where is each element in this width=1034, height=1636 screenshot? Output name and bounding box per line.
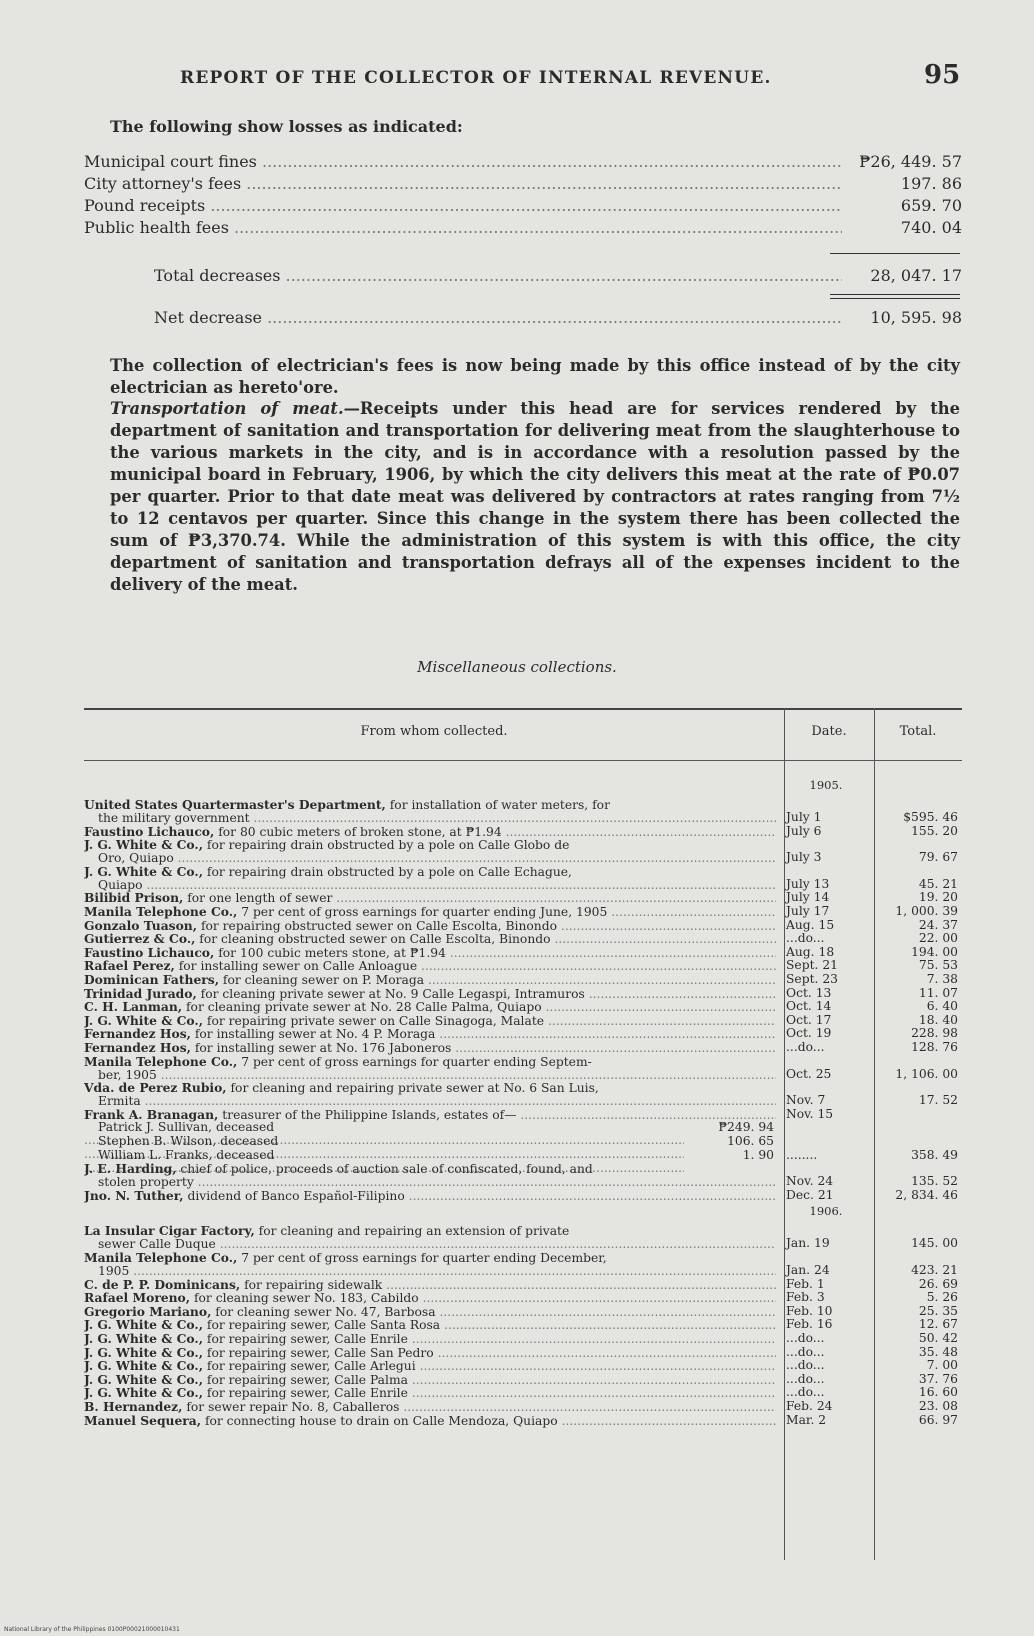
payer-purpose: for installing sewer at No. 176 Jaboneros ..... xyxy=(191,1041,776,1055)
payer-purpose: for installing sewer on Calle Anloague ..... xyxy=(175,959,776,973)
row-date: ...do... xyxy=(786,1385,825,1400)
row-date: Feb. 16 xyxy=(786,1317,833,1332)
row-date: Feb. 1 xyxy=(786,1276,825,1291)
row-total: 1, 106. 00 xyxy=(895,1066,958,1081)
payer-name: Vda. de Perez Rubio, xyxy=(84,1081,227,1096)
total-decreases-row xyxy=(84,266,962,288)
payer-name: J. G. White & Co., xyxy=(84,1359,203,1374)
row-description xyxy=(84,1224,776,1251)
paragraph-lead: Transportation of meat. xyxy=(110,399,344,418)
electrician-fees-paragraph xyxy=(110,355,960,399)
payer-name: C. de P. P. Dominicans, xyxy=(84,1277,241,1292)
row-total: 24. 37 xyxy=(918,917,958,932)
row-date: Nov. 15 xyxy=(786,1106,834,1121)
row-description xyxy=(84,1305,776,1319)
loss-row xyxy=(84,218,962,240)
payer-purpose: for 80 cubic meters of broken stone, at ₱1.94 ..... xyxy=(214,825,776,839)
row-total: 19. 20 xyxy=(918,890,958,905)
payer-name: Manila Telephone Co., xyxy=(84,1054,238,1069)
paragraph-text: —Receipts under this head are for services rendered by the department of sanitation and transportation for delivering meat from the slaughterhouse to the various markets in the city, and is in accordance with a resolution passed by the municipal board in February, 1906, by which the city delivers this meat at the rate of ₱0.07 per quarter. Prior to that date meat was delivered by contractors at rates ranging from 7½ to 12 centavos per quarter. Since this change in the system there has been collected the sum of ₱3,370.74. While the administration of this system is with this office, the city department of sanitation and transportation defrays all of the expenses incident to the delivery of the meat. xyxy=(110,399,960,594)
row-description xyxy=(84,1359,776,1373)
row-total: 12. 67 xyxy=(918,1317,958,1332)
payer-name: J. G. White & Co., xyxy=(84,1332,203,1346)
payer-name: Fernandez Hos, xyxy=(84,1027,191,1042)
row-total: 17. 52 xyxy=(918,1093,958,1108)
row-date: July 14 xyxy=(786,890,830,905)
payer-purpose: 7 per cent of gross earnings for quarter ending June, 1905 ..... xyxy=(237,905,776,919)
payer-purpose: for cleaning sewer No. 47, Barbosa ..... xyxy=(211,1305,776,1319)
row-total: 22. 00 xyxy=(918,931,958,946)
row-description xyxy=(84,1318,776,1332)
payer-purpose: for repairing sewer, Calle Arlegui ..... xyxy=(203,1359,776,1373)
payer-name: United States Quartermaster's Department, xyxy=(84,798,386,812)
row-total: 423. 21 xyxy=(911,1263,958,1277)
row-description xyxy=(84,1414,776,1428)
row-total: 18. 40 xyxy=(918,1012,958,1027)
row-total: 5. 26 xyxy=(926,1290,958,1305)
scan-footer: National Library of the Philippines 0100P00021000010431 xyxy=(4,1626,180,1633)
loss-label: Municipal court fines ..... xyxy=(84,152,842,171)
payer-name: Manuel Sequera, xyxy=(84,1413,202,1428)
payer-name: Gonzalo Tuason, xyxy=(84,918,198,933)
section-title: Miscellaneous collections. xyxy=(417,658,617,676)
row-description xyxy=(84,1278,776,1292)
net-decrease-row xyxy=(84,308,962,330)
row-description xyxy=(84,825,776,839)
row-total: 7. 38 xyxy=(926,972,958,986)
payer-purpose: for cleaning obstructed sewer on Calle Escolta, Binondo ..... xyxy=(195,932,776,946)
total-decreases-label: Total decreases ..... xyxy=(154,266,842,285)
page-number: 95 xyxy=(924,60,961,90)
loss-row xyxy=(84,266,962,288)
row-date: July 17 xyxy=(786,904,830,918)
row-total: 135. 52 xyxy=(911,1174,958,1189)
column-divider xyxy=(874,708,875,1560)
paragraph-text: The collection of electrician's fees is now being made by this office instead of by the city electrician as hereto'ore. xyxy=(110,356,960,397)
loss-row xyxy=(84,174,962,196)
row-date: Mar. 2 xyxy=(786,1412,827,1427)
loss-label: Pound receipts ..... xyxy=(84,196,842,215)
row-description xyxy=(84,959,776,973)
payer-purpose: treasurer of the Philippine Islands, estates of— ..... xyxy=(218,1108,776,1122)
row-description xyxy=(84,891,776,905)
row-description xyxy=(84,919,776,933)
row-description xyxy=(84,1162,776,1189)
column-header-date: Date. xyxy=(811,724,847,739)
total-decreases-value: 28, 047. 17 xyxy=(870,266,962,285)
loss-label: Public health fees ..... xyxy=(84,218,842,237)
payer-purpose-continued: 1905 ..... xyxy=(84,1265,776,1278)
row-total: $595. 46 xyxy=(903,810,958,824)
table-top-rule xyxy=(84,708,962,710)
payer-purpose: for cleaning private sewer at No. 9 Calle Legaspi, Intramuros ..... xyxy=(197,987,776,1001)
payer-purpose: for installing sewer at No. 4 P. Moraga ..... xyxy=(191,1027,776,1041)
row-date: Aug. 15 xyxy=(786,917,835,932)
row-description xyxy=(84,1081,776,1108)
row-total: 6. 40 xyxy=(926,999,958,1014)
loss-row xyxy=(84,152,962,174)
net-decrease-value: 10, 595. 98 xyxy=(870,308,962,327)
row-date: July 3 xyxy=(786,850,822,865)
row-date: Oct. 25 xyxy=(786,1066,832,1081)
row-description xyxy=(84,973,776,987)
row-description xyxy=(84,1346,776,1360)
loss-value: ₱26, 449. 57 xyxy=(859,152,962,171)
payer-name: Faustino Lichauco, xyxy=(84,945,215,960)
payer-purpose-continued: Oro, Quiapo ..... xyxy=(84,852,776,865)
payer-name: Dominican Fathers, xyxy=(84,973,219,987)
payer-purpose-continued: Quiapo ..... xyxy=(84,879,776,892)
row-description xyxy=(84,1386,776,1400)
payer-name: Trinidad Jurado, xyxy=(84,986,197,1001)
payer-purpose: for repairing sewer, Calle Santa Rosa ..... xyxy=(203,1318,776,1332)
row-description xyxy=(84,1251,776,1278)
losses-intro: The following show losses as indicated: xyxy=(110,117,463,136)
row-date: Oct. 17 xyxy=(786,1012,832,1027)
row-date: Aug. 18 xyxy=(786,944,835,959)
loss-label: City attorney's fees ..... xyxy=(84,174,842,193)
payer-purpose: for one length of sewer ..... xyxy=(183,891,776,905)
estate-name: Patrick J. Sullivan, deceased ..... xyxy=(84,1121,684,1147)
row-description xyxy=(84,905,776,919)
sum-rule xyxy=(830,253,960,254)
row-total: 358. 49 xyxy=(911,1147,958,1162)
row-total: 228. 98 xyxy=(911,1026,958,1041)
row-description xyxy=(84,865,776,892)
payer-purpose: 7 per cent of gross earnings for quarter ending Septem- xyxy=(237,1054,592,1069)
row-description xyxy=(84,1014,776,1028)
payer-purpose: for connecting house to drain on Calle Mendoza, Quiapo ..... xyxy=(201,1414,776,1428)
payer-purpose: for repairing sidewalk ..... xyxy=(240,1278,776,1292)
payer-purpose: for cleaning private sewer at No. 28 Calle Palma, Quiapo ..... xyxy=(182,1000,776,1014)
row-date: ...do... xyxy=(786,1371,825,1386)
payer-name: Rafael Perez, xyxy=(84,959,175,974)
row-total: 16. 60 xyxy=(918,1385,958,1400)
payer-purpose: for cleaning sewer No. 183, Cabildo ..... xyxy=(190,1291,776,1305)
row-total: 35. 48 xyxy=(918,1344,958,1359)
row-date: ...do... xyxy=(786,1344,825,1359)
payer-name: Gutierrez & Co., xyxy=(84,932,196,947)
payer-name: Fernandez Hos, xyxy=(84,1041,191,1055)
row-date: July 13 xyxy=(786,876,830,891)
column-header-from: From whom collected. xyxy=(360,724,508,739)
loss-row xyxy=(84,196,962,218)
payer-name: J. G. White & Co., xyxy=(84,1386,203,1401)
payer-name: Rafael Moreno, xyxy=(84,1291,191,1306)
row-total: 11. 07 xyxy=(918,985,958,1000)
row-total: 194. 00 xyxy=(911,944,958,959)
payer-purpose: for sewer repair No. 8, Caballeros ..... xyxy=(182,1400,776,1414)
estate-name: William L. Franks, deceased ..... xyxy=(84,1149,684,1175)
column-divider xyxy=(784,708,785,1560)
payer-name: Gregorio Mariano, xyxy=(84,1304,212,1319)
payer-name: Frank A. Branagan, xyxy=(84,1107,219,1122)
payer-name: Bilibid Prison, xyxy=(84,891,184,906)
estate-amount: 1. 90 xyxy=(742,1147,774,1162)
year-label: 1906. xyxy=(809,1204,843,1219)
row-total: 50. 42 xyxy=(918,1331,958,1345)
running-title: REPORT OF THE COLLECTOR OF INTERNAL REVENUE. xyxy=(180,68,772,88)
row-date: Feb. 10 xyxy=(786,1303,833,1318)
row-total: 145. 00 xyxy=(911,1236,958,1251)
estate-name: Stephen B. Wilson, deceased ..... xyxy=(84,1135,684,1161)
row-description xyxy=(84,1189,776,1203)
row-total: 26. 69 xyxy=(918,1276,958,1291)
row-date: Jan. 24 xyxy=(786,1263,830,1277)
payer-name: J. G. White & Co., xyxy=(84,1013,203,1028)
payer-purpose: for 100 cubic meters stone, at ₱1.94 ..... xyxy=(214,946,776,960)
row-description xyxy=(84,1000,776,1014)
payer-purpose: dividend of Banco Español-Filipino ..... xyxy=(184,1189,776,1203)
row-date: Feb. 24 xyxy=(786,1399,833,1413)
loss-row xyxy=(84,308,962,330)
payer-name: Jno. N. Tuther, xyxy=(84,1188,184,1203)
losses-list xyxy=(84,152,962,240)
row-description xyxy=(84,1027,776,1041)
row-description xyxy=(84,1108,776,1122)
row-description xyxy=(84,932,776,946)
row-description xyxy=(84,798,776,825)
payer-purpose: for repairing obstructed sewer on Calle Escolta, Binondo ..... xyxy=(197,919,776,933)
payer-purpose: for repairing sewer, Calle Enrile ..... xyxy=(203,1386,776,1400)
row-description xyxy=(84,1332,776,1346)
payer-name: Manila Telephone Co., xyxy=(84,905,238,919)
payer-purpose: for cleaning sewer on P. Moraga ..... xyxy=(219,973,776,987)
double-rule-bottom xyxy=(830,298,960,299)
row-date: Oct. 14 xyxy=(786,999,832,1014)
row-description xyxy=(84,946,776,960)
row-date: ...do... xyxy=(786,1040,825,1054)
payer-purpose-continued: the military government ..... xyxy=(84,812,776,825)
row-date: ........ xyxy=(786,1147,818,1162)
row-date: July 6 xyxy=(786,823,822,838)
row-total: 2, 834. 46 xyxy=(895,1187,958,1202)
row-total: 155. 20 xyxy=(911,823,958,838)
row-date: Oct. 19 xyxy=(786,1026,832,1041)
loss-value: 197. 86 xyxy=(900,174,962,193)
row-date: ...do... xyxy=(786,931,825,946)
payer-name: La Insular Cigar Factory, xyxy=(84,1224,255,1239)
row-total: 79. 67 xyxy=(918,850,958,865)
row-date: ...do... xyxy=(786,1331,825,1345)
payer-purpose: for repairing sewer, Calle San Pedro ..... xyxy=(203,1346,776,1360)
payer-purpose-continued: Ermita ..... xyxy=(84,1095,776,1108)
row-description xyxy=(84,1291,776,1305)
row-date: Jan. 19 xyxy=(786,1236,830,1251)
payer-name: J. G. White & Co., xyxy=(84,864,203,879)
payer-purpose: for repairing private sewer on Calle Sinagoga, Malate ..... xyxy=(203,1014,776,1028)
row-total: 37. 76 xyxy=(918,1371,958,1386)
payer-name: J. E. Harding, xyxy=(84,1162,177,1177)
payer-name: J. G. White & Co., xyxy=(84,1372,203,1387)
table-header-rule xyxy=(84,760,962,761)
estate-amount: ₱249. 94 xyxy=(718,1120,774,1135)
payer-name: C. H. Lanman, xyxy=(84,1000,183,1015)
row-date: Sept. 21 xyxy=(786,958,838,973)
row-date: Dec. 21 xyxy=(786,1187,834,1202)
row-total: 66. 97 xyxy=(918,1412,958,1427)
row-date: Nov. 7 xyxy=(786,1093,826,1108)
payer-purpose: for repairing sewer, Calle Palma ..... xyxy=(203,1373,776,1387)
payer-name: B. Hernandez, xyxy=(84,1400,183,1414)
payer-purpose: for cleaning and repairing an extension of private xyxy=(254,1224,570,1239)
payer-name: J. G. White & Co., xyxy=(84,838,203,853)
row-description xyxy=(84,838,776,865)
row-total: 75. 53 xyxy=(918,958,958,973)
payer-purpose-continued: ber, 1905 ..... xyxy=(84,1069,776,1082)
payer-purpose: for installation of water meters, for xyxy=(385,798,610,812)
row-description xyxy=(84,1055,776,1082)
transportation-paragraph xyxy=(110,398,960,596)
row-date: Nov. 24 xyxy=(786,1174,834,1189)
column-header-total: Total. xyxy=(899,724,937,739)
payer-purpose: chief of police, proceeds of auction sale of confiscated, found, and xyxy=(176,1162,593,1177)
double-rule-top xyxy=(830,294,960,295)
row-description xyxy=(84,1400,776,1414)
row-description xyxy=(84,1041,776,1055)
row-total: 23. 08 xyxy=(918,1399,958,1413)
row-date: Feb. 3 xyxy=(786,1290,825,1305)
estate-amount: 106. 65 xyxy=(727,1134,774,1148)
payer-name: J. G. White & Co., xyxy=(84,1345,203,1360)
row-total: 128. 76 xyxy=(911,1040,958,1054)
row-description xyxy=(84,1373,776,1387)
payer-purpose-continued: sewer Calle Duque ..... xyxy=(84,1238,776,1251)
payer-name: Faustino Lichauco, xyxy=(84,824,215,839)
row-date: ...do... xyxy=(786,1358,825,1373)
row-date: Sept. 23 xyxy=(786,972,838,986)
payer-purpose: 7 per cent of gross earnings for quarter ending December, xyxy=(237,1251,607,1265)
year-label: 1905. xyxy=(809,778,843,792)
row-total: 7. 00 xyxy=(926,1358,958,1373)
payer-purpose-continued: stolen property ..... xyxy=(84,1176,776,1189)
row-date: July 1 xyxy=(786,810,822,824)
row-total: 25. 35 xyxy=(918,1303,958,1318)
row-description xyxy=(84,987,776,1001)
payer-purpose: for repairing drain obstructed by a pole on Calle Globo de xyxy=(202,838,570,853)
payer-purpose: for repairing sewer, Calle Enrile ..... xyxy=(203,1332,776,1346)
payer-name: Manila Telephone Co., xyxy=(84,1251,238,1265)
page-header xyxy=(0,60,1034,100)
payer-purpose: for repairing drain obstructed by a pole on Calle Echague, xyxy=(202,864,572,879)
loss-value: 659. 70 xyxy=(900,196,962,215)
payer-name: J. G. White & Co., xyxy=(84,1318,203,1333)
net-decrease-label: Net decrease ..... xyxy=(154,308,842,327)
row-date: Oct. 13 xyxy=(786,985,832,1000)
loss-value: 740. 04 xyxy=(900,218,962,237)
row-total: 45. 21 xyxy=(918,876,958,891)
payer-purpose: for cleaning and repairing private sewer at No. 6 San Luis, xyxy=(226,1081,599,1096)
row-total: 1, 000. 39 xyxy=(895,904,958,918)
